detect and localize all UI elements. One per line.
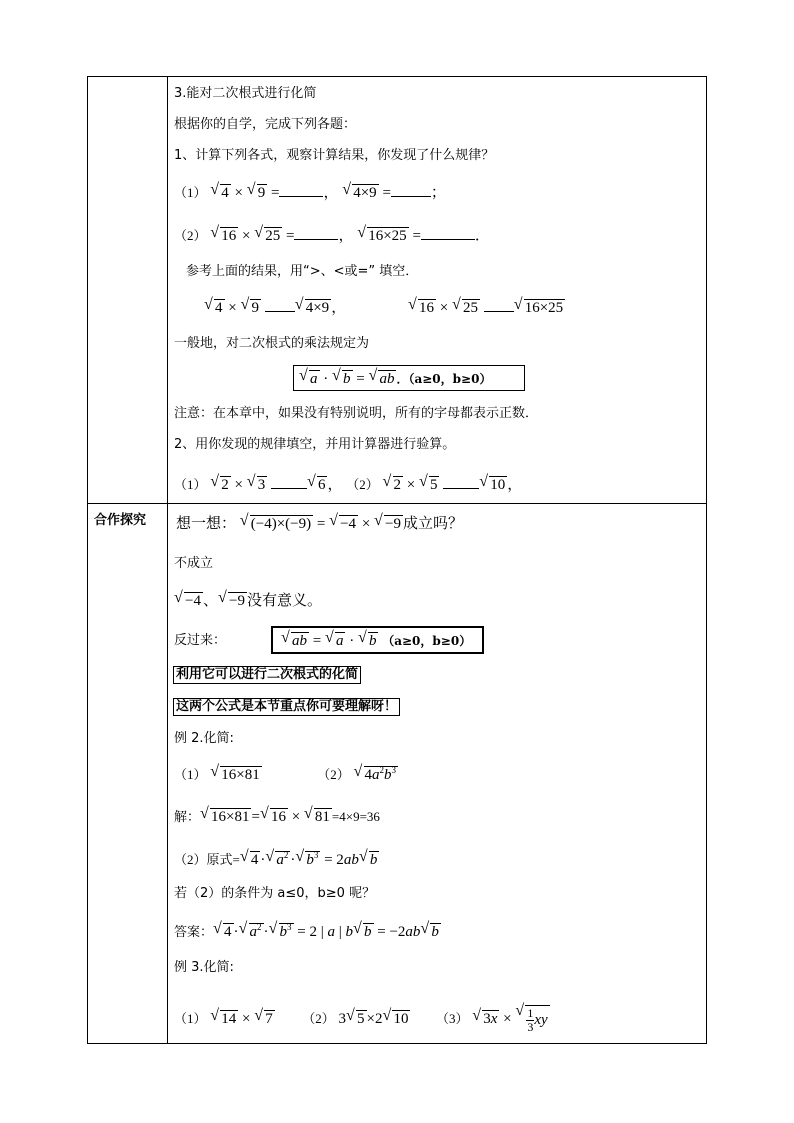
- sqrt-5: √ 5: [420, 476, 440, 493]
- sqrt-4: √ 4: [211, 184, 231, 201]
- sqrt-ab: √ ab: [282, 632, 309, 649]
- sqrt-6: √ 6: [308, 476, 328, 493]
- sqrt-b: √ b: [421, 923, 441, 940]
- reverse-rule: √ ab = √ a · √ b （a≥0，b≥0）: [281, 632, 471, 649]
- answer-line: 答案：√ 4 ·√ $a^2$ ·√ $b^3 = 2$ | a | b√ b = −2ab√ b: [174, 923, 441, 940]
- sqrt-81: √ 81: [305, 808, 332, 825]
- compare-blank[interactable]: [484, 298, 514, 312]
- sqrt-neg4: √ −4: [175, 592, 203, 609]
- multiplication-rule: √ a · √ b = √ ab ．（a≥0，b≥0）: [299, 370, 491, 387]
- sqrt-16x81: √ 16×81: [211, 766, 261, 783]
- reverse-rule-box: [271, 626, 484, 654]
- solution-line: 解：√ 16×81 =√ 16 × √ 81 =4×9=36: [174, 808, 380, 825]
- sqrt-16: √ 16: [211, 227, 238, 244]
- ex2-1-prefix: （1）: [174, 767, 207, 782]
- q1-2-prefix: （2）: [174, 228, 207, 243]
- not-hold-text: 不成立: [174, 556, 214, 571]
- table-row-divider: [87, 503, 707, 504]
- q1-1-prefix: （1）: [174, 185, 207, 200]
- q2-2-prefix: （2）: [346, 477, 379, 492]
- sqrt-4: √ 4: [241, 851, 261, 868]
- sqrt-10: √ 10: [383, 1010, 410, 1027]
- sqrt-4a2b3: √ $4a^2b^3$: [355, 766, 399, 783]
- sqrt-10: √ 10: [480, 476, 507, 493]
- q1-line-2: （2） √ 16 × √ 25 = ， √ 16×25 = ．: [174, 226, 490, 244]
- answer-blank[interactable]: [294, 226, 338, 240]
- sqrt-4: √ 4: [214, 923, 234, 940]
- solution-label: 解：: [174, 809, 201, 824]
- sqrt-ab: √ ab: [369, 370, 396, 387]
- sqrt-b3: √ $b^3$: [270, 923, 294, 940]
- sqrt-5: √ 5: [347, 1010, 367, 1027]
- sqrt-neg9: √ −9: [375, 515, 403, 532]
- question-2: 2、用你发现的规律填空，并用计算器进行验算。: [174, 437, 456, 452]
- question-1: 1、计算下列各式，观察计算结果，你发现了什么规律？: [174, 148, 495, 163]
- think-tail: 成立吗？: [403, 514, 464, 532]
- answer-blank[interactable]: [391, 183, 431, 197]
- general-rule-intro: 一般地，对二次根式的乘法规定为: [174, 336, 370, 351]
- ex3-2-prefix: （2）: [302, 1010, 335, 1026]
- sqrt-16x25: √ 16×25: [515, 299, 565, 316]
- sqrt-25: √ 25: [255, 227, 282, 244]
- compare-blank[interactable]: [443, 475, 479, 489]
- sqrt-3x: √ 3x: [473, 1010, 499, 1027]
- sqrt-25: √ 25: [453, 299, 480, 316]
- rule-condition: ．（a≥0，b≥0）: [396, 372, 492, 386]
- sqrt-b: √ b: [360, 851, 380, 868]
- reverse-label: 反过来：: [174, 633, 227, 648]
- sqrt-16x25: √ 16×25: [358, 227, 408, 244]
- compare-blank[interactable]: [265, 298, 295, 312]
- sqrt-neg4: √ −4: [330, 515, 358, 532]
- example-2-items: [174, 766, 398, 783]
- solution-2-prefix: （2）原式=: [174, 852, 240, 867]
- table-border-right: [706, 76, 707, 1044]
- table-border-left: [87, 76, 88, 1044]
- ex2-2-prefix: （2）: [317, 767, 350, 782]
- section-label: 合作探究: [94, 513, 147, 528]
- think-line: 想一想： √ (−4)×(−9) = √ −4 × √ −9 成立吗？: [176, 515, 463, 532]
- key-point-label: 这两个公式是本节重点你可要理解呀！: [173, 698, 400, 716]
- sqrt-b: √ b: [354, 923, 374, 940]
- q2-line: （1） √ 2 × √ 3 √ 6 ， （2） √ 2 × √ 5 √ 10 ，: [174, 475, 522, 493]
- sqrt-2: √ 2: [384, 476, 404, 493]
- sqrt-a: √ a: [300, 370, 320, 387]
- sqrt-7: √ 7: [255, 1010, 275, 1027]
- sqrt-a2: √ $a^2$: [240, 923, 264, 940]
- sqrt-16: √ 16: [409, 299, 436, 316]
- sqrt-4x9: √ 4×9: [343, 184, 378, 201]
- multiplication-rule-box: [293, 365, 525, 391]
- table-column-divider: [167, 76, 168, 1044]
- sqrt-3: √ 3: [248, 476, 268, 493]
- use-it-text: [173, 666, 361, 684]
- compare-blank[interactable]: [271, 475, 307, 489]
- key-point-text: [173, 698, 400, 716]
- sqrt-a2: √ $a^2$: [266, 851, 290, 868]
- sqrt-9: √ 9: [248, 184, 268, 201]
- think-label: 想一想：: [176, 514, 237, 532]
- ex3-3-prefix: （3）: [435, 1010, 469, 1026]
- answer-label: 答案：: [174, 924, 214, 939]
- table-border-bottom: [87, 1043, 707, 1044]
- table-border-top: [87, 76, 707, 77]
- sqrt-neg9: √ −9: [219, 592, 247, 609]
- solution-result: =4×9=36: [331, 809, 380, 824]
- intro-text: 根据你的自学，完成下列各题：: [174, 117, 357, 132]
- q1-line-1: （1） √ 4 × √ 9 = ， √ 4×9 = ；: [174, 183, 446, 201]
- no-meaning-text: 没有意义。: [246, 591, 322, 609]
- sqrt-2: √ 2: [211, 476, 231, 493]
- fill-hint: 参考上面的结果，用“>、<或=” 填空．: [186, 264, 419, 279]
- sqrt-neg4-neg9: √ (−4)×(−9): [241, 515, 313, 532]
- example-3-title: 例 3.化简:: [174, 960, 234, 975]
- solution-2-line: （2）原式=√ 4 ·√ $a^2$ ·√ $b^3 = 2ab√$ b: [174, 851, 379, 868]
- sqrt-b: √ b: [359, 632, 379, 649]
- goal-3: 3.能对二次根式进行化简: [174, 86, 317, 101]
- example-3-items: （1） √ 14 × √ 7 （2） 3√ 5 ×2√ 10 （3） √ 3x × √ $\frac{1}{3}$ xy: [174, 1005, 550, 1034]
- ex3-1-prefix: （1）: [174, 1010, 207, 1026]
- sqrt-4: √ 4: [205, 299, 225, 316]
- sqrt-16x81: √ 16×81: [201, 808, 251, 825]
- note-text: 注意：在本章中，如果没有特别说明，所有的字母都表示正数．: [174, 406, 539, 421]
- answer-blank[interactable]: [421, 226, 475, 240]
- q2-1-prefix: （1）: [174, 477, 207, 492]
- reverse-condition: （a≥0，b≥0）: [382, 634, 472, 648]
- sqrt-9: √ 9: [241, 299, 261, 316]
- sqrt-third-xy: √ $\frac{1}{3}$ xy: [516, 1005, 549, 1034]
- no-meaning-line: √ −4 、√ −9 没有意义。: [174, 592, 322, 609]
- if-condition: 若（2）的条件为 a≤0，b≥0 呢？: [174, 886, 376, 901]
- sqrt-a: √ a: [326, 632, 346, 649]
- sqrt-16: √ 16: [261, 808, 288, 825]
- sqrt-4x9: √ 4×9: [296, 299, 331, 316]
- sqrt-14: √ 14: [211, 1010, 238, 1027]
- answer-blank[interactable]: [279, 183, 323, 197]
- compare-line-2: √ 16 × √ 25 √ 16×25: [408, 298, 565, 316]
- sqrt-b: √ b: [333, 370, 353, 387]
- example-2-title: 例 2.化简:: [174, 731, 234, 746]
- use-it-label: 利用它可以进行二次根式的化简: [173, 666, 361, 684]
- sqrt-b3: √ $b^3$: [296, 851, 320, 868]
- compare-line-1: √ 4 × √ 9 √ 4×9 ，: [204, 298, 346, 316]
